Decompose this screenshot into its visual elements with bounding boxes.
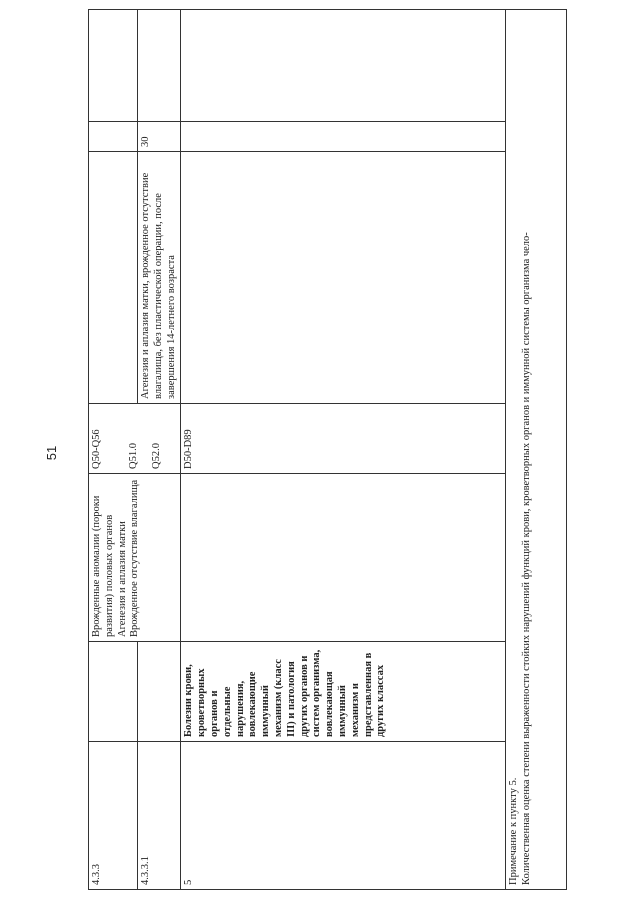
empty-cell (181, 474, 506, 642)
empty-cell (181, 10, 506, 122)
note-text: Количественная оценка степени выраженности стойких нарушений функций крови, кроветворных органов и иммунной системы организма чело- (521, 232, 533, 885)
note-row (506, 10, 567, 890)
description-cell: Агенезия и аплазия матки, врожденное отсутствие влагалища, без пластической операции, после завершения 14-летнего возраста (138, 152, 181, 404)
empty-cell (138, 10, 181, 122)
anomalies-cell (89, 474, 181, 642)
row-number: 4.3.3 (89, 742, 138, 890)
empty-cell (181, 122, 506, 152)
empty-cell (89, 152, 138, 404)
disease-table (88, 9, 567, 890)
empty-cell (89, 642, 138, 742)
disease-class-title: Болезни крови, кроветворных органов и отдельные нарушения, вовлекающие иммунный механизм (класс III) и патология других органов и систем организма, вовлекающая иммунный механизм и представленная в других классах (181, 642, 506, 742)
agenesis-label: Агенезия и аплазия матки (116, 521, 128, 637)
row-number: 5 (181, 742, 506, 890)
empty-cell (138, 642, 181, 742)
table-row (89, 10, 138, 890)
empty-cell (181, 152, 506, 404)
rotated-page-content (88, 10, 598, 890)
anomalies-title: Врожденные аномалии (пороки развития) половых органов (91, 495, 115, 637)
icd-code-range: D50-D89 (181, 404, 506, 474)
row-number: 4.3.3.1 (138, 742, 181, 890)
empty-cell (89, 122, 138, 152)
icd-codes-cell (89, 404, 181, 474)
icd-code-absence: Q52.0 (150, 443, 162, 469)
table-row (181, 10, 506, 890)
empty-cell (89, 10, 138, 122)
page-number: 51 (44, 445, 59, 461)
icd-code-agenesis: Q51.0 (127, 443, 139, 469)
note-cell (506, 10, 567, 890)
absence-label: Врожденное отсутствие влагалища (129, 479, 141, 637)
icd-code-range: Q50-Q56 (91, 429, 102, 469)
note-title: Примечание к пункту 5. (508, 777, 520, 885)
points-cell: 30 (138, 122, 181, 152)
